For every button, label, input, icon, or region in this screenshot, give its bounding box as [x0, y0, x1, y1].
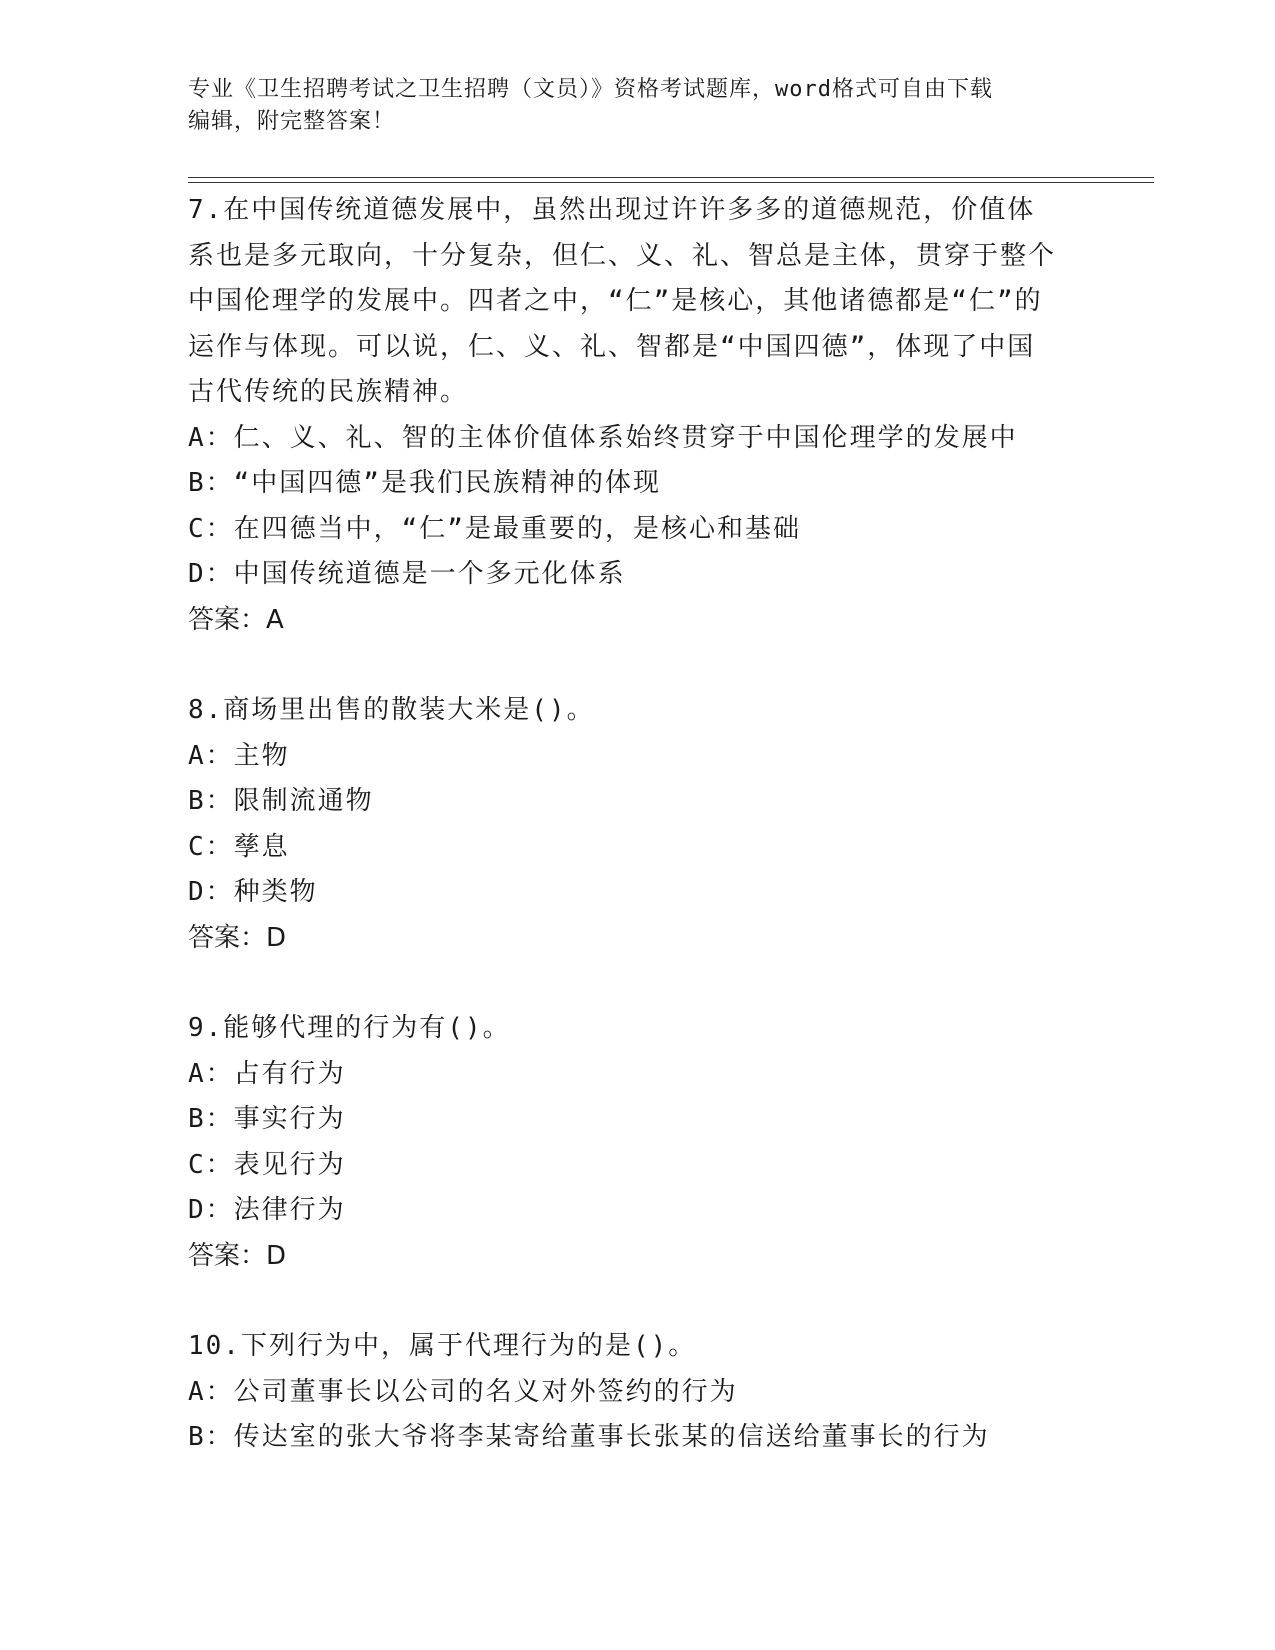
question-7 — [188, 188, 1088, 643]
option-c: C：在四德当中，“仁”是最重要的，是核心和基础 — [188, 513, 801, 544]
question-spacer — [188, 1279, 1088, 1324]
header-divider-bottom — [188, 182, 1154, 183]
question-stem: 7.在中国传统道德发展中，虽然出现过许许多多的道德规范，价值体系也是多元取向，十分复杂，但仁、义、礼、智总是主体，贯穿于整个中国伦理学的发展中。四者之中，“仁”是核心，其他诸德都是“仁”的运作与体现。可以说，仁、义、礼、智都是“中国四德”，体现了中国古代传统的民族精神。 — [188, 195, 1057, 407]
question-spacer — [188, 961, 1088, 1006]
option-a: A：仁、义、礼、智的主体价值体系始终贯穿于中国伦理学的发展中 — [188, 422, 1018, 453]
question-10 — [188, 1324, 1088, 1461]
header-divider-top — [188, 177, 1154, 178]
answer-line: 答案：D — [188, 922, 287, 953]
option-d: D：种类物 — [188, 877, 318, 907]
option-c: C：表见行为 — [188, 1149, 346, 1180]
option-a: A：占有行为 — [188, 1058, 346, 1089]
question-spacer — [188, 643, 1088, 688]
option-d: D：中国传统道德是一个多元化体系 — [188, 559, 626, 589]
document-header — [188, 74, 1088, 138]
option-c: C：孳息 — [188, 831, 290, 862]
option-b: B：传达室的张大爷将李某寄给董事长张某的信送给董事长的行为 — [188, 1422, 990, 1452]
question-list — [188, 188, 1088, 1461]
question-9 — [188, 1006, 1088, 1279]
answer-line: 答案：A — [188, 604, 284, 635]
option-a: A：公司董事长以公司的名义对外签约的行为 — [188, 1376, 738, 1407]
header-line-1: 专业《卫生招聘考试之卫生招聘（文员）》资格考试题库，word格式可自由下载 — [188, 77, 993, 102]
option-b: B：事实行为 — [188, 1104, 346, 1134]
answer-line: 答案：D — [188, 1240, 287, 1271]
header-line-2: 编辑，附完整答案！ — [188, 109, 396, 134]
option-b: B：限制流通物 — [188, 786, 374, 816]
option-b: B：“中国四德”是我们民族精神的体现 — [188, 468, 661, 498]
option-d: D：法律行为 — [188, 1195, 346, 1225]
question-8 — [188, 688, 1088, 961]
question-stem: 10.下列行为中，属于代理行为的是()。 — [188, 1331, 697, 1361]
question-stem: 9.能够代理的行为有()。 — [188, 1013, 511, 1043]
option-a: A：主物 — [188, 740, 290, 771]
question-stem: 8.商场里出售的散装大米是()。 — [188, 695, 595, 725]
